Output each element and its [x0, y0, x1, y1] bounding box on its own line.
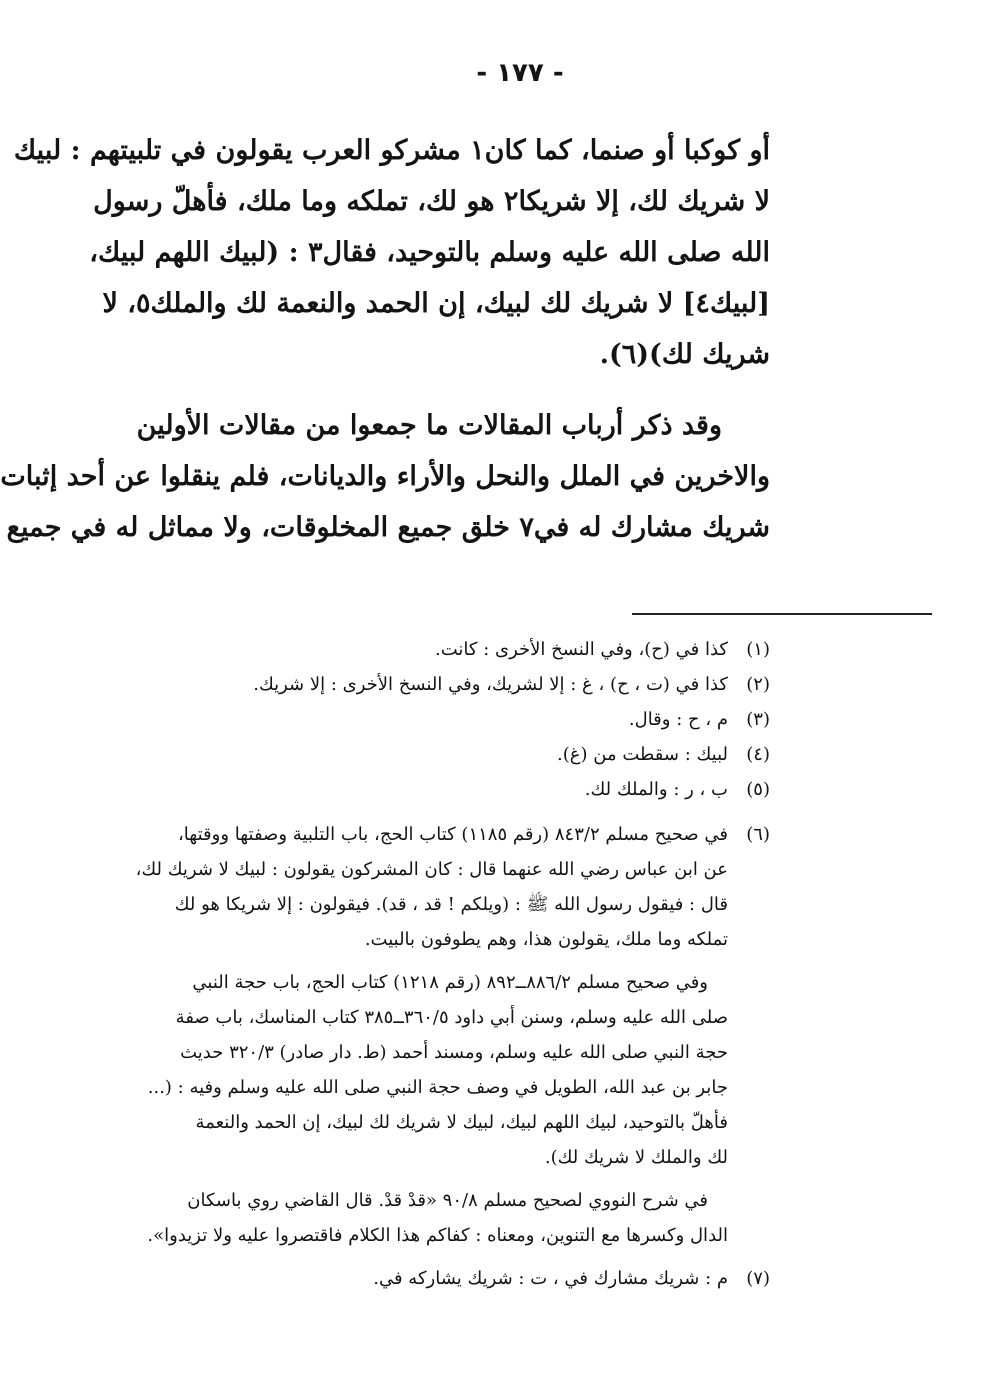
footnote-number: (٦) — [746, 824, 770, 845]
text-line: والاخرين في الملل والنحل والأراء والديانات، فلم ينقلوا عن أحد إثبات — [0, 461, 770, 492]
footnote-divider — [632, 613, 932, 615]
footnote-text-line: فأهلّ بالتوحيد، لبيك اللهم لبيك، لبيك لا شريك لك لبيك، إن الحمد والنعمة — [195, 1112, 728, 1133]
footnote-2 — [128, 667, 770, 702]
footnote-number: (١) — [746, 639, 770, 660]
footnote-text-line: في شرح النووي لصحيح مسلم ٩٠/٨ «قدْ قدْ. قال القاضي روي باسكان — [187, 1190, 708, 1211]
text-line: لا شريك لك، إلا شريكا٢ هو لك، تملكه وما ملك، فأهلّ رسول — [93, 186, 770, 217]
footnote-number: (٢) — [746, 674, 770, 695]
footnote-text-line: وفي صحيح مسلم ٨٨٦/٢ــ٨٩٢ (رقم ١٢١٨) كتاب الحج، باب حجة النبي — [192, 972, 708, 993]
footnote-3 — [128, 702, 770, 737]
footnote-text-line: صلى الله عليه وسلم، وسنن أبي داود ٣٦٠/٥ــ٣٨٥ كتاب المناسك، باب صفة — [175, 1007, 728, 1028]
footnote-text-line: الدال وكسرها مع التنوين، ومعناه : كفاكم هذا الكلام فاقتصروا عليه ولا تزيدوا». — [147, 1225, 728, 1246]
footnote-text: كذا في (ح)، وفي النسخ الأخرى : كانت. — [435, 639, 728, 660]
footnote-text-line: حجة النبي صلى الله عليه وسلم، ومسند أحمد (ط. دار صادر) ٣٢٠/٣ حديث — [180, 1042, 728, 1063]
footnote-text: لبيك : سقطت من (غ). — [557, 744, 728, 765]
footnote-text-line: جابر بن عبد الله، الطويل في وصف حجة النبي صلى الله عليه وسلم وفيه : (... — [147, 1077, 728, 1098]
page-number: - ١٧٧ - — [476, 58, 564, 88]
footnote-text: م ، ح : وقال. — [628, 709, 728, 730]
text-line: شريك لك)(٦). — [599, 339, 770, 370]
footnote-text-line: لك والملك لا شريك لك). — [544, 1147, 728, 1168]
footnote-text: م : شريك مشارك في ، ت : شريك يشاركه في. — [373, 1268, 728, 1289]
text-line: [لبيك٤] لا شريك لك لبيك، إن الحمد والنعمة لك والملك٥، لا — [102, 288, 770, 319]
footnote-text: كذا في (ت ، ح) ، غ : إلا لشريك، وفي النسخ الأخرى : إلا شريك. — [253, 674, 728, 695]
footnote-6-paragraph-3 — [128, 1183, 770, 1253]
footnote-text-line: تملكه وما ملك، يقولون هذا، وهم يطوفون بالبيت. — [364, 929, 728, 950]
footnotes-section — [128, 632, 770, 1296]
footnote-text-line: عن ابن عباس رضي الله عنهما قال : كان المشركون يقولون : لبيك لا شريك لك، — [135, 859, 728, 880]
text-line: الله صلى الله عليه وسلم بالتوحيد، فقال٣ : (لبيك اللهم لبيك، — [89, 237, 770, 268]
footnote-6-paragraph-2 — [128, 965, 770, 1175]
footnote-6 — [128, 817, 770, 957]
footnote-7 — [128, 1261, 770, 1296]
main-paragraph-2 — [0, 400, 770, 553]
footnote-5 — [128, 772, 770, 807]
footnote-text-line: في صحيح مسلم ٨٤٣/٢ (رقم ١١٨٥) كتاب الحج، باب التلبية وصفتها ووقتها، — [178, 824, 728, 845]
main-paragraph-1 — [13, 125, 770, 380]
text-line: شريك مشارك له في٧ خلق جميع المخلوقات، ولا مماثل له في جميع — [6, 512, 770, 543]
footnote-number: (٣) — [746, 709, 770, 730]
footnote-number: (٧) — [746, 1268, 770, 1289]
footnote-number: (٤) — [746, 744, 770, 765]
text-line: أو كوكبا أو صنما، كما كان١ مشركو العرب يقولون في تلبيتهم : لبيك — [13, 135, 770, 166]
footnote-text: ب ، ر : والملك لك. — [584, 779, 728, 800]
footnote-text-line: قال : فيقول رسول الله ﷺ : (ويلكم ! قد ، قد). فيقولون : إلا شريكا هو لك — [174, 894, 728, 915]
text-line: وقد ذكر أرباب المقالات ما جمعوا من مقالات الأولين — [136, 410, 722, 441]
footnote-1 — [128, 632, 770, 667]
footnote-4 — [128, 737, 770, 772]
footnote-number: (٥) — [746, 779, 770, 800]
